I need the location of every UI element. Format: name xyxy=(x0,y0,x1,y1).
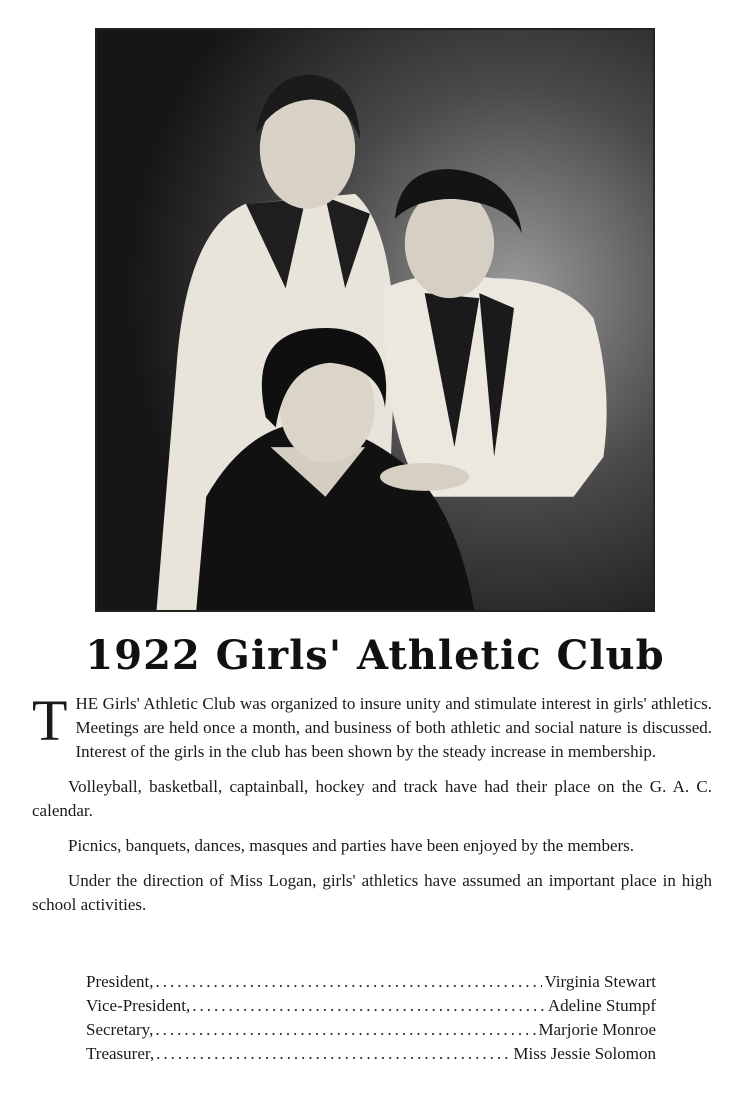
officer-role: Treasurer, xyxy=(86,1044,155,1063)
group-photo xyxy=(95,28,655,612)
officer-name: Adeline Stumpf xyxy=(547,996,656,1015)
officer-row-vice-president xyxy=(86,994,656,1018)
leader-dots xyxy=(156,970,543,994)
drop-cap: T xyxy=(32,688,68,753)
officer-role: Vice-President, xyxy=(86,996,191,1015)
officer-role: President, xyxy=(86,972,154,991)
leader-dots xyxy=(156,1042,511,1066)
article-body xyxy=(32,688,712,928)
page-title: 1922 Girls' Athletic Club xyxy=(85,632,665,679)
officer-role: Secretary, xyxy=(86,1020,154,1039)
leader-dots xyxy=(155,1018,536,1042)
officer-row-president xyxy=(86,970,656,994)
officer-name: Marjorie Monroe xyxy=(538,1020,656,1039)
officer-list xyxy=(86,970,656,1066)
intro-text: HE Girls' Athletic Club was organized to insure unity and stimulate interest in girls' athletics. Meetings are held once a month, and business of both athletic and social nature is discussed. Interest of the girls in the club has been shown by the steady increase in membership. xyxy=(75,694,712,761)
leader-dots xyxy=(192,994,546,1018)
officer-row-secretary xyxy=(86,1018,656,1042)
officer-name: Miss Jessie Solomon xyxy=(513,1044,656,1063)
officer-name: Virginia Stewart xyxy=(544,972,656,991)
sports-paragraph: Volleyball, basketball, captainball, hockey and track have had their place on the G. A. C. calendar. xyxy=(32,777,712,820)
social-paragraph: Picnics, banquets, dances, masques and parties have been enjoyed by the members. xyxy=(68,836,635,855)
officer-row-treasurer xyxy=(86,1042,656,1066)
direction-paragraph: Under the direction of Miss Logan, girls' athletics have assumed an important place in high school activities. xyxy=(32,871,712,914)
intro-paragraph xyxy=(32,688,712,764)
group-photo-image xyxy=(97,30,653,610)
